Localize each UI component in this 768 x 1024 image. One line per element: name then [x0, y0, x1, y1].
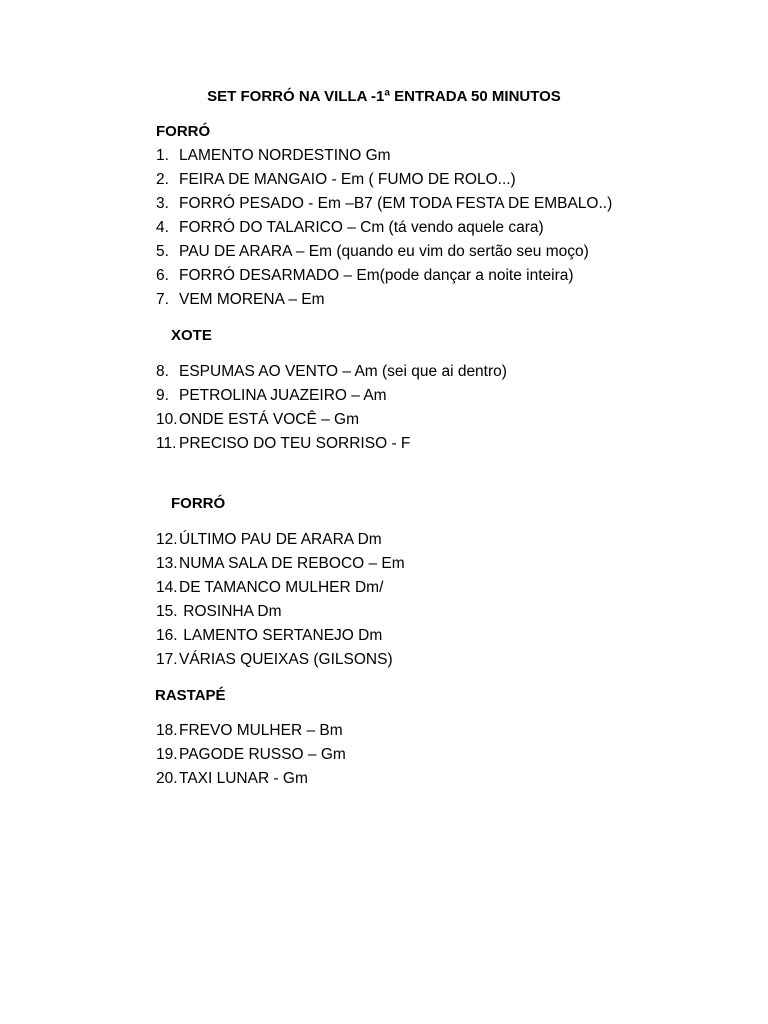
item-text: FREVO MULHER – Bm: [179, 722, 343, 739]
item-text: VEM MORENA – Em: [179, 291, 325, 308]
list-item: [156, 625, 382, 647]
item-text: NUMA SALA DE REBOCO – Em: [179, 555, 405, 572]
item-text: ONDE ESTÁ VOCÊ – Gm: [179, 411, 360, 428]
list-item: [156, 217, 544, 239]
item-text: PRECISO DO TEU SORRISO - F: [179, 435, 411, 452]
item-text: ÚLTIMO PAU DE ARARA Dm: [179, 531, 382, 548]
list-item: [156, 361, 507, 383]
list-item: [156, 577, 383, 599]
page-title: SET FORRÓ NA VILLA -1ª ENTRADA 50 MINUTOS: [207, 88, 561, 105]
list-item: [156, 529, 382, 551]
item-number: 14.: [156, 579, 178, 596]
list-item: [156, 145, 391, 167]
item-text: ROSINHA Dm: [179, 603, 282, 620]
list-item: [156, 744, 346, 766]
item-number: 20.: [156, 770, 178, 787]
list-item: [156, 241, 589, 263]
list-item: [156, 385, 387, 407]
item-number: 5.: [156, 243, 169, 260]
item-text: FORRÓ DESARMADO – Em(pode dançar a noite inteira): [179, 267, 574, 284]
list-item: [156, 649, 393, 671]
list-item: [156, 193, 612, 215]
section-heading-forro-2: FORRÓ: [171, 495, 226, 512]
item-text: DE TAMANCO MULHER Dm/: [179, 579, 384, 596]
item-text: FORRÓ PESADO - Em –B7 (EM TODA FESTA DE EMBALO..): [179, 195, 613, 212]
item-number: 13.: [156, 555, 178, 572]
item-number: 11.: [156, 435, 177, 452]
item-text: LAMENTO SERTANEJO Dm: [179, 627, 383, 644]
item-number: 9.: [156, 387, 169, 404]
item-number: 3.: [156, 195, 169, 212]
item-number: 16.: [156, 627, 178, 644]
section-heading-forro: FORRÓ: [156, 123, 211, 140]
list-item: [156, 720, 343, 742]
item-text: VÁRIAS QUEIXAS (GILSONS): [179, 651, 393, 668]
section-heading-rastape: RASTAPÉ: [155, 687, 226, 704]
list-item: [156, 601, 281, 623]
item-text: FEIRA DE MANGAIO - Em ( FUMO DE ROLO...): [179, 171, 516, 188]
item-text: PAU DE ARARA – Em (quando eu vim do sertão seu moço): [179, 243, 589, 260]
item-text: FORRÓ DO TALARICO – Cm (tá vendo aquele cara): [179, 219, 544, 236]
item-number: 19.: [156, 746, 178, 763]
item-text: TAXI LUNAR - Gm: [179, 770, 308, 787]
list-item: [156, 409, 359, 431]
section-heading-xote: XOTE: [171, 327, 212, 344]
item-text: PAGODE RUSSO – Gm: [179, 746, 346, 763]
item-number: 7.: [156, 291, 169, 308]
list-item: [156, 553, 405, 575]
item-number: 15.: [156, 603, 178, 620]
item-number: 2.: [156, 171, 169, 188]
list-item: [156, 433, 410, 455]
item-number: 10.: [156, 411, 178, 428]
item-text: ESPUMAS AO VENTO – Am (sei que ai dentro): [179, 363, 507, 380]
item-text: LAMENTO NORDESTINO Gm: [179, 147, 391, 164]
item-number: 17.: [156, 651, 178, 668]
list-item: [156, 265, 574, 287]
item-number: 6.: [156, 267, 169, 284]
list-item: [156, 768, 308, 790]
item-number: 12.: [156, 531, 178, 548]
list-item: [156, 169, 516, 191]
item-number: 18.: [156, 722, 178, 739]
item-text: PETROLINA JUAZEIRO – Am: [179, 387, 387, 404]
item-number: 4.: [156, 219, 169, 236]
item-number: 1.: [156, 147, 169, 164]
list-item: [156, 289, 325, 311]
item-number: 8.: [156, 363, 169, 380]
